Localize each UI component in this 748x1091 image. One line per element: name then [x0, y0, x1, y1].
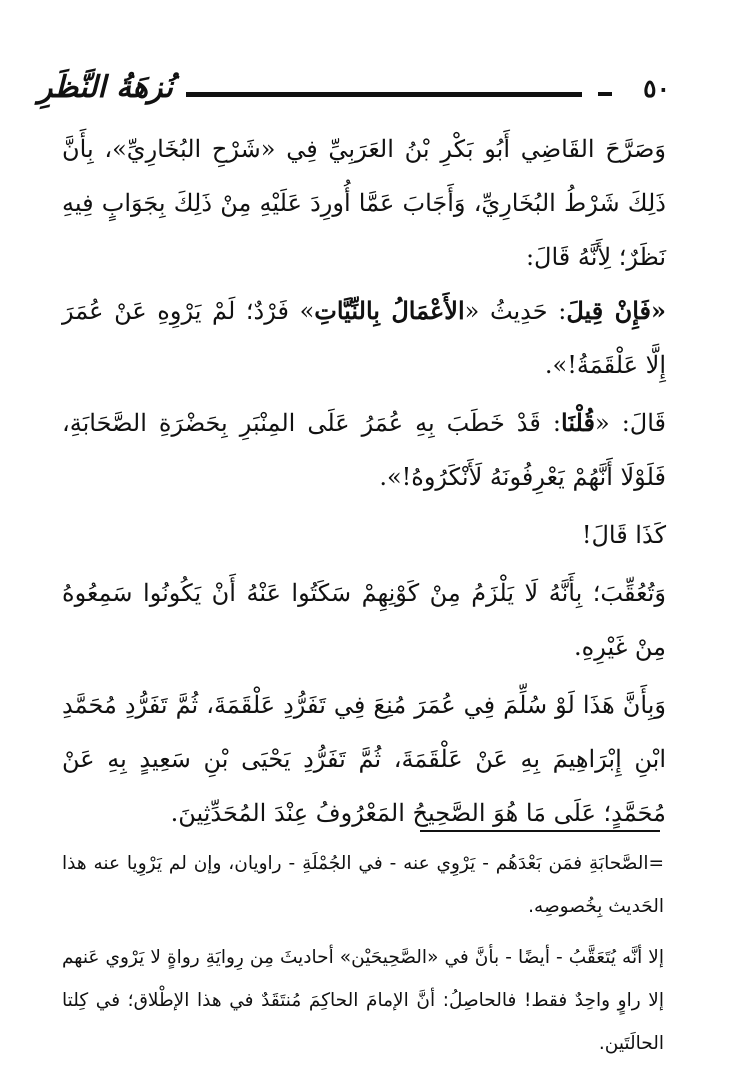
- main-text: [62, 122, 666, 852]
- header-rule: [186, 92, 582, 97]
- footnote-2: إلا أنَّه يُتَعَقَّبُ - أيضًا - بأنَّ في «الصَّحِيحَيْن» أحاديثَ مِن رِوايَةِ رواةٍ لا يَرْوي عَنهم إلا راوٍ واحِدٌ فقط! فالحاصِلُ: أنَّ الإمامَ الحاكِمَ مُنتَقَدٌ في هذا الإطْلاق؛ في كِلتا الحالَتَين.: [62, 947, 664, 1054]
- paragraph-5: وَتُعُقِّبَ؛ بِأَنَّهُ لَا يَلْزَمُ مِنْ كَوْنِهِمْ سَكَتُوا عَنْهُ أَنْ يَكُونُوا سَمِعُوهُ مِنْ غَيْرِهِ.: [62, 579, 666, 661]
- text-run: قَالَ: «: [594, 409, 667, 437]
- text-run: : حَدِيثُ «: [464, 297, 567, 325]
- footnotes: [62, 842, 664, 1073]
- paragraph-3: [62, 396, 666, 504]
- footnote-1: =الصَّحابَةِ فمَن بَعْدَهُم - يَرْوِي عنه - في الجُمْلَةِ - راويان، وإن لم يَرْوِيا عنه هذا الحَديث بِخُصوصِه.: [62, 853, 664, 917]
- hadith-title: الأَعْمَالُ بِالنِّيَّاتِ: [314, 296, 465, 325]
- lead-phrase: فَإِنْ قِيلَ: [566, 296, 651, 325]
- text-run: : قَدْ خَطَبَ بِهِ عُمَرُ عَلَى المِنْبَرِ بِحَضْرَةِ الصَّحَابَةِ، فَلَوْلَا أَنَّهُمْ يَعْرِفُونَهُ لَأَنْكَرُوهُ!».: [62, 409, 666, 491]
- paragraph-2: [62, 284, 666, 392]
- page-header: [38, 68, 670, 122]
- page-number-dash: [598, 92, 612, 96]
- running-book-title: نُزهَةُ النَّظَرِ: [38, 70, 173, 105]
- paragraph-1: وَصَرَّحَ القَاضِي أَبُو بَكْرِ بْنُ العَرَبِيِّ فِي «شَرْحِ البُخَارِيِّ»، بِأَنَّ ذَلِكَ شَرْطُ البُخَارِيِّ، وَأَجَابَ عَمَّا أُورِدَ عَلَيْهِ مِنْ ذَلِكَ بِجَوَابٍ فِيهِ نَظَرٌ؛ لِأَنَّهُ قَالَ:: [62, 135, 666, 271]
- paragraph-4: كَذَا قَالَ!: [581, 521, 666, 549]
- footnote-separator: [420, 830, 660, 832]
- page-number: ٥٠: [643, 74, 670, 103]
- lead-phrase: قُلْنَا: [561, 408, 595, 437]
- quote-open-mark: «: [651, 296, 666, 325]
- text-run: .: [544, 351, 553, 379]
- text-run: » فَرْدٌ؛ لَمْ يَرْوِهِ عَنْ عُمَرَ إِلَّا عَلْقَمَةُ!»: [62, 297, 666, 379]
- paragraph-6: وَبِأَنَّ هَذَا لَوْ سُلِّمَ فِي عُمَرَ مُنِعَ فِي تَفَرُّدِ عَلْقَمَةَ، ثُمَّ تَفَرُّدِ مُحَمَّدِ ابْنِ إِبْرَاهِيمَ بِهِ عَنْ عَلْقَمَةَ، ثُمَّ تَفَرُّدِ يَحْيَى بْنِ سَعِيدٍ بِهِ عَنْ مُحَمَّدٍ؛ عَلَى مَا هُوَ الصَّحِيحُ المَعْرُوفُ عِنْدَ المُحَدِّثِينَ.: [62, 691, 666, 827]
